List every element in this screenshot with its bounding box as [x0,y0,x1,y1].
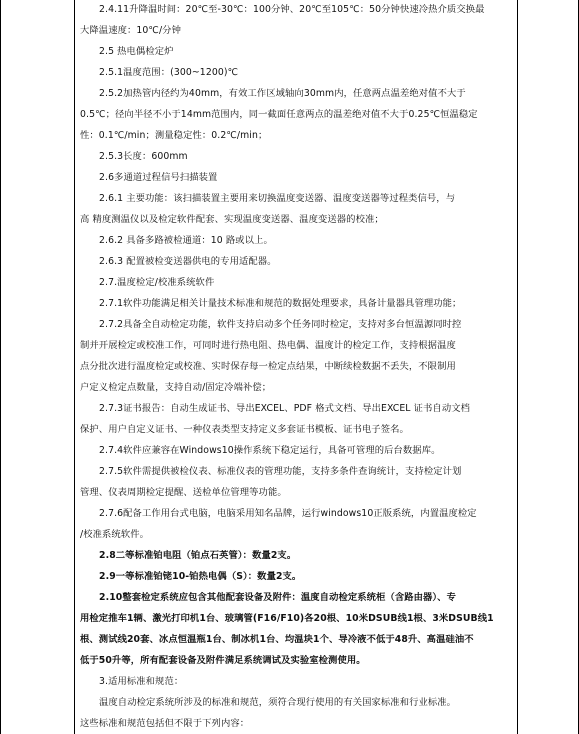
text-line: 2.7.2具备全自动检定功能，软件支持启动多个任务同时检定，支持对多台恒温源同时控 [99,319,462,330]
text-line: 用检定推车1辆、激光打印机1台、玻璃管(F16/F10)各20根、10米DSUB线1根、3米DSUB线1 [80,613,494,624]
text-line: 性：0.1℃/min；测量稳定性：0.2℃/min； [80,130,268,141]
text-line: /校准系统软件。 [80,529,150,540]
text-line: 根、测试线20套、冰点恒温瓶1台、制冰机1台、均温块1个、导冷液不低于48升、高温硅油不 [80,634,474,645]
text-line: 2.7.5软件需提供被检仪表、标准仪表的管理功能，支持多条件查询统计，支持检定计划 [99,466,462,477]
text-line: 2.8二等标准铂电阻（铂点石英管）：数量2支。 [99,550,297,561]
text-line: 低于50升等，所有配套设备及附件满足系统调试及实验室检测使用。 [80,655,366,666]
text-line: 0.5℃；径向半径不小于14mm范围内，同一截面任意两点的温差绝对值不大于0.25℃恒温稳定 [80,109,478,120]
text-line: 2.6.1 主要功能：该扫描装置主要用来切换温度变送器、温度变送器等过程类信号，与 [99,193,456,204]
text-line: 2.7.4软件应兼容在Windows10操作系统下稳定运行，具备可管理的后台数据库。 [99,445,441,456]
text-line: 2.7.6配备工作用台式电脑，电脑采用知名品牌，运行windows10正版系统，内置温度检定 [99,508,477,519]
text-line: 2.6多通道过程信号扫描装置 [99,172,218,183]
text-line: 2.5 热电偶检定炉 [99,46,174,57]
text-line: 保护、用户自定义证书、一种仪表类型支持定义多套证书模板、证书电子签名。 [80,424,409,435]
text-line: 大降温速度：10℃/分钟 [80,25,181,36]
text-line: 温度自动检定系统所涉及的标准和规范，须符合现行使用的有关国家标准和行业标准。 [99,697,457,708]
text-line: 2.7.1软件功能满足相关计量技术标准和规范的数据处理要求，具备计量器具管理功能； [99,298,462,309]
document-body [80,0,517,734]
text-line: 2.5.2加热管内径约为40mm，有效工作区域轴向30mm内，任意两点温差绝对值不大于 [99,88,466,99]
column-divider-left [74,0,75,734]
text-line: 2.6.2 具备多路被检通道：10 路或以上。 [99,235,273,246]
table-left-border [0,0,1,734]
text-line: 点分批次进行温度检定或校准、实时保存每一检定点结果，中断续检数据不丢失，不限制用 [80,361,456,372]
text-line: 2.7.3证书报告：自动生成证书、导出EXCEL、PDF 格式文档、导出EXCEL 证书自动文档 [99,403,471,414]
text-line: 制并开展检定或校准工作，可同时进行热电阻、热电偶、温度计的检定工作，支持根据温度 [80,340,456,351]
text-line: 这些标准和规范包括但不限于下列内容： [80,718,250,729]
text-line: 高 精度测温仪以及检定软件配套、实现温度变送器、温度变送器的校准； [80,214,384,225]
text-line: 2.5.3长度：600mm [99,151,188,162]
column-divider-right [517,0,518,734]
text-line: 2.9一等标准铂铑10-铂热电偶（S）：数量2支。 [99,571,302,582]
text-line: 2.7.温度检定/校准系统软件 [99,277,215,288]
text-line: 户定义检定点数量，支持自动/固定冷端补偿； [80,382,272,393]
text-line: 2.5.1温度范围：(300~1200)℃ [99,67,239,78]
text-line: 管理、仪表周期检定提醒、送检单位管理等功能。 [80,487,287,498]
text-line: 2.4.11升降温时间：20℃至-30℃：100分钟、20℃至105℃：50分钟快速冷热介质交换最 [99,4,485,15]
text-line: 3.适用标准和规范： [99,676,184,687]
text-line: 2.10整套检定系统应包含其他配套设备及附件：温度自动检定系统柜（含路由器）、专 [99,592,456,603]
text-line: 2.6.3 配置被检变送器供电的专用适配器。 [99,256,277,267]
